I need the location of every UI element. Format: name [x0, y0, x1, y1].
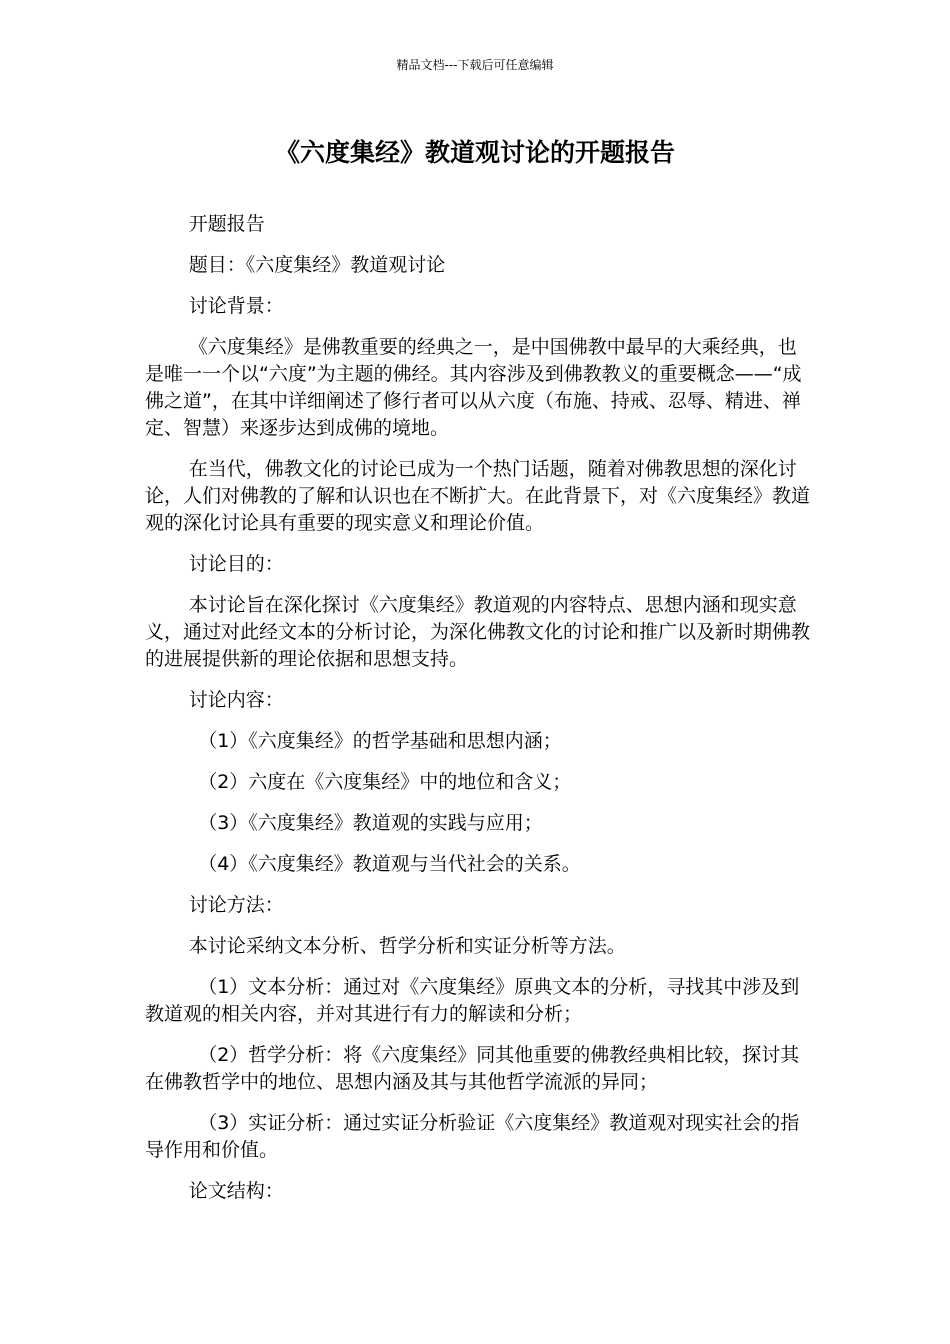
heading-content: 讨论内容：: [188, 689, 284, 711]
content-item-3: （3）《六度集经》教道观的实践与应用；: [198, 812, 543, 834]
paragraph-purpose: 本讨论旨在深化探讨《六度集经》教道观的内容特点、思想内涵和现实意义，通过对此经文本的分析讨论，为深化佛教文化的讨论和推广以及新时期佛教的进展提供新的理论依据和思想支持。: [145, 594, 811, 670]
page-header: 精品文档---下载后可任意编辑: [396, 58, 554, 72]
paragraph-topic: 题目：《六度集经》教道观讨论: [188, 254, 446, 276]
method-item-2: （2）哲学分析：将《六度集经》同其他重要的佛教经典相比较，探讨其在佛教哲学中的地位、思想内涵及其与其他哲学流派的异同；: [145, 1044, 800, 1093]
method-item-3: （3）实证分析：通过实证分析验证《六度集经》教道观对现实社会的指导作用和价值。: [145, 1112, 800, 1161]
heading-method: 讨论方法：: [188, 894, 284, 916]
paragraph-method-intro: 本讨论采纳文本分析、哲学分析和实证分析等方法。: [188, 935, 626, 957]
document-title: 《六度集经》教道观讨论的开题报告: [274, 138, 675, 167]
paragraph-background-1: 《六度集经》是佛教重要的经典之一，是中国佛教中最早的大乘经典，也是唯一一个以“六度”为主题的佛经。其内容涉及到佛教教义的重要概念——“成佛之道”，在其中详细阐述了修行者可以从六度（布施、持戒、忍辱、精进、禅定、智慧）来逐步达到成佛的境地。: [145, 336, 802, 439]
paragraph-background-2: 在当代，佛教文化的讨论已成为一个热门话题，随着对佛教思想的深化讨论，人们对佛教的了解和认识也在不断扩大。在此背景下，对《六度集经》教道观的深化讨论具有重要的现实意义和理论价值。: [145, 458, 811, 534]
heading-purpose: 讨论目的：: [188, 553, 284, 575]
content-item-4: （4）《六度集经》教道观与当代社会的关系。: [198, 853, 581, 875]
heading-structure: 论文结构：: [188, 1180, 284, 1202]
method-item-1: （1）文本分析：通过对《六度集经》原典文本的分析，寻找其中涉及到教道观的相关内容，并对其进行有力的解读和分析；: [145, 976, 800, 1025]
paragraph-report-label: 开题报告: [188, 213, 265, 235]
heading-background: 讨论背景：: [188, 295, 284, 317]
document-body: [145, 211, 810, 1219]
content-item-1: （1）《六度集经》的哲学基础和思想内涵；: [198, 730, 562, 752]
content-item-2: （2）六度在《六度集经》中的地位和含义；: [198, 771, 572, 793]
